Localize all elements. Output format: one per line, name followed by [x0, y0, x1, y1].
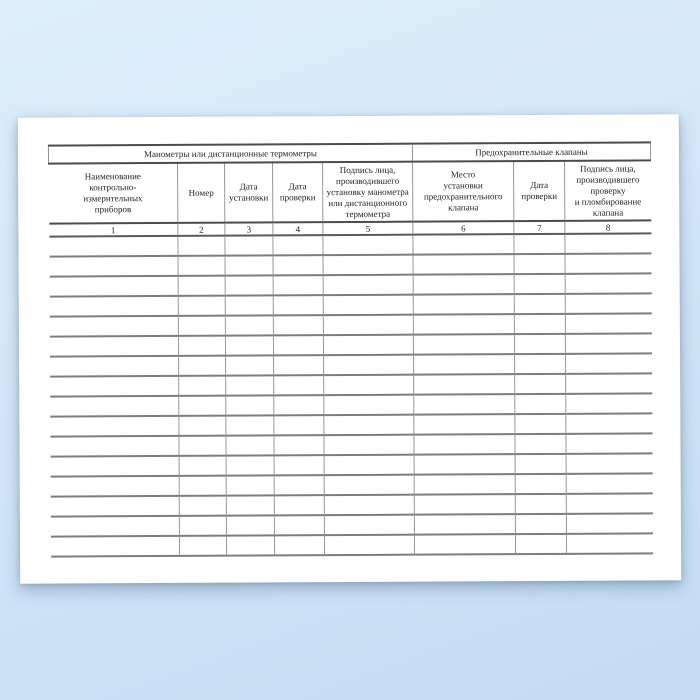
table-cell [566, 473, 652, 493]
table-cell [50, 476, 179, 497]
table-cell [323, 275, 413, 295]
table-cell [274, 395, 324, 415]
table-cell [514, 314, 565, 334]
column-header-check-date: Дата проверки [273, 162, 323, 222]
table-cell [565, 273, 651, 293]
table-cell [413, 294, 514, 315]
table-cell [50, 516, 179, 537]
table-cell [273, 255, 323, 275]
table-cell [274, 495, 324, 515]
table-cell [50, 436, 179, 457]
table-cell [323, 255, 413, 275]
table-cell [178, 256, 225, 276]
table-cell [226, 355, 274, 375]
table-cell [515, 534, 566, 554]
table-cell [414, 434, 515, 455]
table-cell [226, 395, 274, 415]
column-index-cell: 3 [225, 222, 273, 235]
table-cell [514, 274, 565, 294]
table-cell [414, 514, 515, 535]
table-cell [565, 313, 651, 333]
column-header-valve-check-date: Дата проверки [514, 161, 565, 221]
table-cell [324, 455, 414, 475]
table-cell [273, 315, 323, 335]
table-cell [515, 514, 566, 534]
table-cell [50, 416, 179, 437]
table-cell [414, 354, 515, 375]
table-cell [179, 396, 226, 416]
table-cell [179, 516, 226, 536]
column-index-cell: 2 [178, 223, 225, 236]
table-cell [179, 496, 226, 516]
table-cell [566, 453, 652, 473]
table-cell [49, 336, 178, 357]
table-cell [49, 236, 178, 257]
table-cell [515, 474, 566, 494]
table-cell [274, 455, 324, 475]
table-cell [565, 333, 651, 353]
table-cell [323, 235, 413, 255]
table-cell [324, 435, 414, 455]
table-cell [225, 335, 273, 355]
table-cell [226, 455, 274, 475]
table-cell [179, 416, 226, 436]
table-cell [414, 394, 515, 415]
table-cell [273, 235, 323, 255]
table-cell [324, 495, 414, 515]
table-cell [179, 536, 226, 556]
table-cell [49, 256, 178, 277]
column-header-number: Номер [178, 163, 225, 223]
table-cell [515, 394, 566, 414]
table-cell [324, 475, 414, 495]
table-cell [515, 374, 566, 394]
group-header-safety-valves: Предохранительные клапаны [412, 142, 650, 161]
table-cell [324, 515, 414, 535]
table-row [50, 533, 652, 556]
table-cell [324, 535, 414, 555]
table-cell [413, 334, 514, 355]
table-cell [226, 415, 274, 435]
table-cell [565, 233, 651, 253]
table-cell [226, 535, 274, 555]
table-cell [274, 415, 324, 435]
table-cell [50, 376, 179, 397]
column-index-cell: 6 [413, 221, 514, 235]
table-cell [566, 413, 652, 433]
column-header-valve-location: Место установки предохранительного клапана [413, 161, 514, 222]
table-cell [323, 315, 413, 335]
table-cell [179, 376, 226, 396]
table-cell [414, 414, 515, 435]
table-cell [49, 316, 178, 337]
table-cell [273, 335, 323, 355]
table-cell [324, 355, 414, 375]
table-cell [514, 254, 565, 274]
table-cell [514, 334, 565, 354]
table-cell [226, 475, 274, 495]
table-cell [274, 435, 324, 455]
table-cell [566, 533, 652, 553]
table-cell [225, 235, 273, 255]
table-cell [566, 513, 652, 533]
table-cell [514, 294, 565, 314]
table-cell [225, 255, 273, 275]
table-cell [323, 295, 413, 315]
table-cell [324, 375, 414, 395]
table-cell [324, 395, 414, 415]
table-cell [178, 296, 225, 316]
document-page [18, 114, 681, 583]
table-cell [274, 375, 324, 395]
table-cell [324, 415, 414, 435]
table-cell [179, 356, 226, 376]
table-cell [274, 535, 324, 555]
group-header-manometers: Манометры или дистанционные термометры [48, 144, 412, 164]
table-cell [273, 275, 323, 295]
column-index-cell: 8 [565, 220, 651, 233]
table-cell [566, 433, 652, 453]
table-cell [226, 435, 274, 455]
table-cell [225, 315, 273, 335]
table-cell [49, 276, 178, 297]
column-header-valve-signature: Подпись лица, производившего проверку и пломбирование клапана [565, 160, 651, 220]
table-cell [225, 295, 273, 315]
table-cell [178, 336, 225, 356]
column-header-row [49, 160, 651, 223]
table-cell [413, 234, 514, 255]
column-index-cell: 5 [323, 222, 413, 235]
table-cell [273, 295, 323, 315]
table-cell [515, 434, 566, 454]
table-cell [178, 276, 225, 296]
table-cell [50, 396, 179, 417]
table-cell [50, 536, 179, 557]
table-cell [413, 254, 514, 275]
table-cell [414, 534, 515, 555]
table-cell [565, 253, 651, 273]
table-cell [323, 335, 413, 355]
column-index-cell: 7 [514, 221, 565, 234]
table-cell [515, 454, 566, 474]
column-header-installer-signature: Подпись лица, производившего установку манометра или дистанционного термометра [323, 162, 413, 222]
table-cell [515, 414, 566, 434]
table-cell [226, 515, 274, 535]
table-cell [179, 476, 226, 496]
table-cell [414, 494, 515, 515]
table-cell [226, 375, 274, 395]
table-cell [515, 354, 566, 374]
table-cell [414, 474, 515, 495]
column-header-instrument-name: Наименование контрольно- измерительных приборов [49, 163, 178, 224]
table-cell [566, 393, 652, 413]
table-cell [274, 515, 324, 535]
table-cell [50, 456, 179, 477]
column-index-cell: 4 [273, 222, 323, 235]
table-cell [50, 496, 179, 517]
table-cell [566, 493, 652, 513]
table-cell [566, 353, 652, 373]
table-cell [413, 314, 514, 335]
column-header-install-date: Дата установки [225, 162, 273, 222]
table-cell [179, 436, 226, 456]
table-cell [414, 374, 515, 395]
table-cell [178, 236, 225, 256]
table-cell [225, 275, 273, 295]
table-cell [566, 373, 652, 393]
table-cell [515, 494, 566, 514]
column-index-cell: 1 [49, 223, 178, 237]
table-cell [413, 274, 514, 295]
table-cell [414, 454, 515, 475]
table-cell [274, 475, 324, 495]
table-cell [226, 495, 274, 515]
table-cell [50, 356, 179, 377]
table-cell [274, 355, 324, 375]
table-cell [49, 296, 178, 317]
table-cell [514, 234, 565, 254]
table-cell [179, 456, 226, 476]
instrument-log-table [48, 141, 653, 557]
table-cell [178, 316, 225, 336]
table-cell [565, 293, 651, 313]
